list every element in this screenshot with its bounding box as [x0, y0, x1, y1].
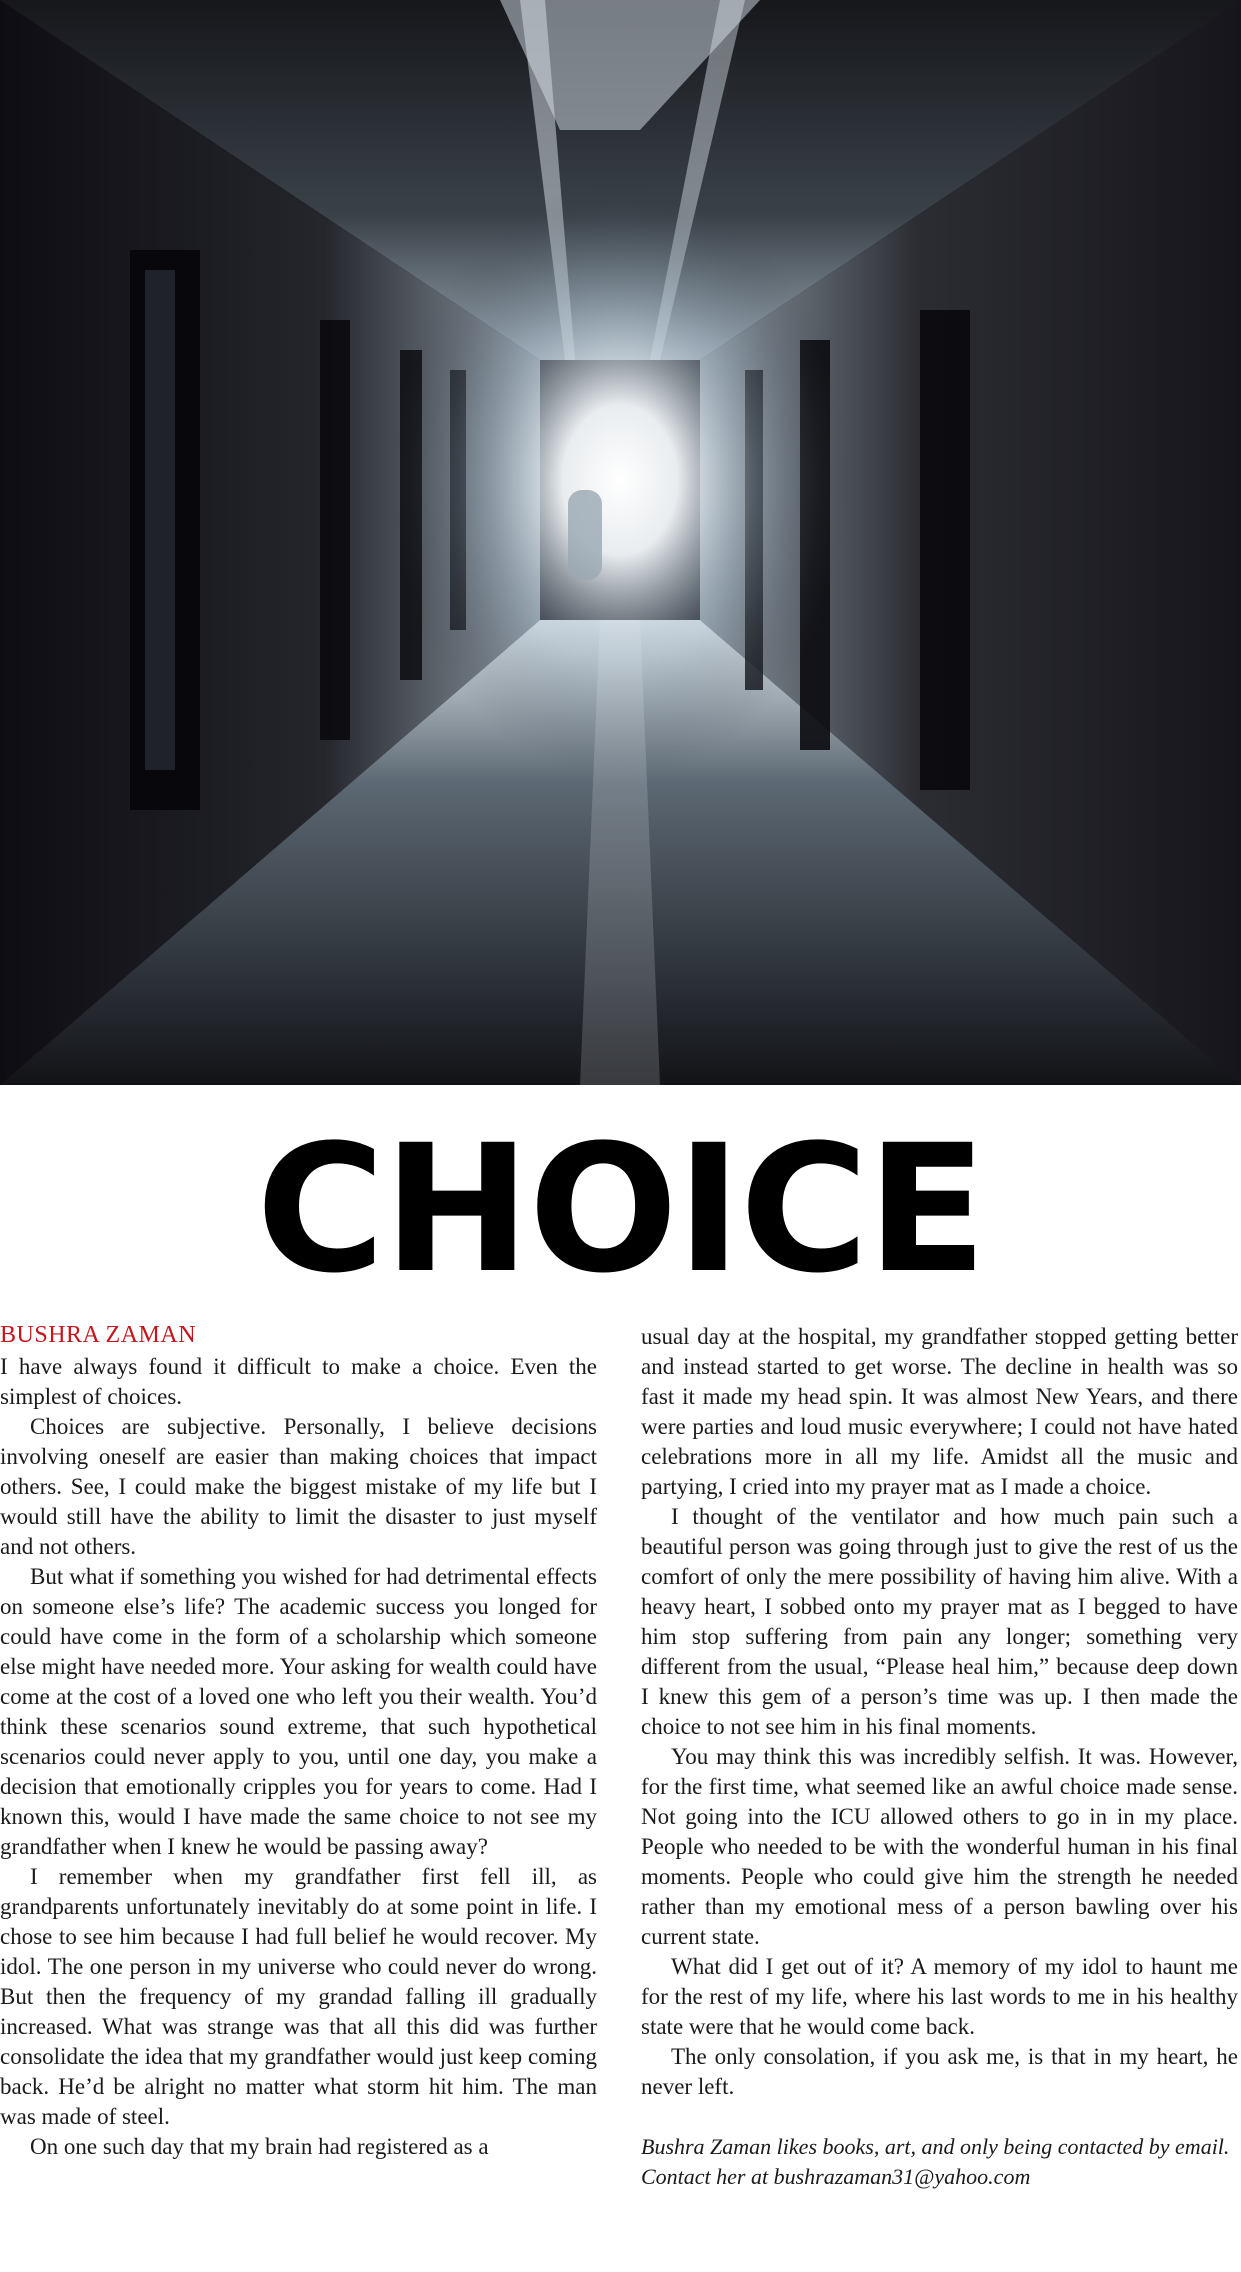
paragraph: The only consolation, if you ask me, is that in my heart, he never left.	[641, 2044, 1238, 2099]
article-column-left	[0, 1318, 597, 2268]
author-bio: Bushra Zaman likes books, art, and only being contacted by email. Contact her at bushrazaman31@yahoo.com	[641, 2134, 1230, 2189]
hero-image	[0, 0, 1241, 1085]
paragraph: usual day at the hospital, my grandfather stopped getting better and instead started to get worse. The decline in health was so fast it made my head spin. It was almost New Years, and there were parties and loud music everywhere; I could not have hated celebrations more in all my life. Amidst all the music and partying, I cried into my prayer mat as I made a choice.	[641, 1324, 1238, 1499]
article-column-right	[641, 1322, 1238, 2272]
paragraph: I have always found it difficult to make a choice. Even the simplest of choices.	[0, 1354, 597, 1409]
paragraph: Choices are subjective. Personally, I believe decisions involving oneself are easier than making choices that impact others. See, I could make the biggest mistake of my life but I would still have the ability to limit the disaster to just myself and not others.	[0, 1414, 597, 1559]
paragraph: On one such day that my brain had registered as a	[30, 2134, 489, 2159]
paragraph: I remember when my grandfather first fell ill, as grandparents unfortunately inevitably do at some point in life. I chose to see him because I had full belief he would recover. My idol. The one person in my universe who could never do wrong. But then the frequency of my grandad falling ill gradually increased. What was strange was that all this did was further consolidate the idea that my grandfather would just keep coming back. He’d be alright no matter what storm hit him. The man was made of steel.	[0, 1864, 597, 2129]
paragraph: But what if something you wished for had detrimental effects on someone else’s life? The academic success you longed for could have come in the form of a scholarship which someone else might have needed more. Your asking for wealth could have come at the cost of a loved one who left you their wealth. You’d think these scenarios sound extreme, that such hypothetical scenarios could never apply to you, until one day, you make a decision that emotionally cripples you for years to come. Had I known this, would I have made the same choice to not see my grandfather when I knew he would be passing away?	[0, 1564, 597, 1859]
author-byline: BUSHRA ZAMAN	[0, 1322, 197, 1348]
paragraph: You may think this was incredibly selfish. It was. However, for the first time, what seemed like an awful choice made sense. Not going into the ICU allowed others to go in in my place. People who needed to be with the wonderful human in his final moments. People who could give him the strength he needed rather than my emotional mess of a person bawling over his current state.	[641, 1744, 1238, 1949]
paragraph: I thought of the ventilator and how much pain such a beautiful person was going through just to give the rest of us the comfort of only the mere possibility of having him alive. With a heavy heart, I sobbed onto my prayer mat as I begged to have him stop suffering from pain any longer; something very different from the usual, “Please heal him,” because deep down I knew this gem of a person’s time was up. I then made the choice to not see him in his final moments.	[641, 1504, 1238, 1739]
paragraph: What did I get out of it? A memory of my idol to haunt me for the rest of my life, where his last words to me in his healthy state were that he would come back.	[641, 1954, 1238, 2039]
headline: CHOICE	[256, 1107, 985, 1312]
